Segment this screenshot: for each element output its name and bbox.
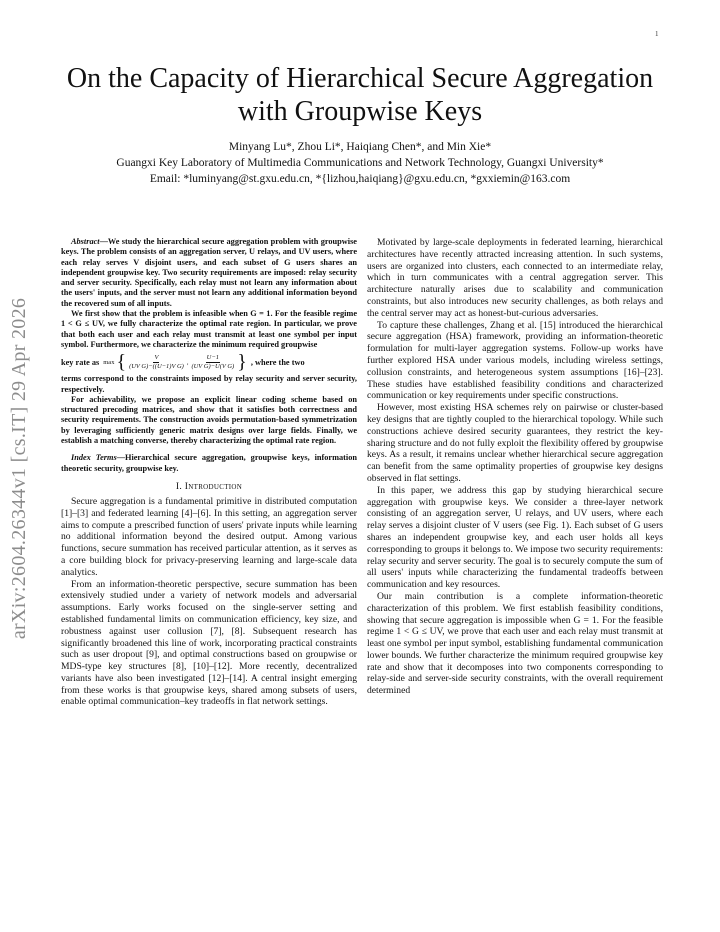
index-terms-label: Index Terms (71, 453, 117, 463)
body-paragraph: To capture these challenges, Zhang et al. [15] introduced the hierarchical secure aggregation (HSA) framework, providing an information-theoretic formulation for multi-layer aggregation systems. Follow-up works have further explored HSA under various models, including wireless settings, collusion constraints, and heterogeneous system assumptions [16]–[23]. These studies have established feasibility conditions and characterized communication or key requirements under specific constructions. (367, 319, 663, 402)
body-paragraph: In this paper, we address this gap by studying hierarchical secure aggregation with groupwise keys. We consider a three-layer network consisting of an aggregation server, U relays, and UV users, where each relay serves a disjoint cluster of V users (see Fig. 1). Each subset of G users shares an independent groupwise key, and each user holds all keys corresponding to groups it belongs to. We impose two security requirements: relay security and server security. The goal is to securely compute the sum of all users' inputs while characterizing the fundamental tradeoffs between communication and key resources. (367, 484, 663, 591)
abstract-paragraph-1: Abstract—We study the hierarchical secure aggregation problem with groupwise keys. The problem consists of an aggregation server, U relays, and UV users, where each relay serves V disjoint users, and each subset of G users shares an independent groupwise key. Two security requirements are imposed: relay security and server security. Specifically, each relay must not learn any information about the users' inputs, and the server must not learn any additional information beyond the recovered sum of all inputs. (61, 237, 357, 308)
server-security-term: $\frac{U-1}{\text{(UV G)−U(V G)}}$ (191, 353, 235, 370)
abstract-paragraph-3: terms correspond to the constraints imposed by relay security and server security, respectively. (61, 374, 357, 394)
page-number: 1 (655, 30, 659, 38)
arxiv-stamp (2, 258, 38, 678)
key-rate-formula: max { $\frac{V}{\text{(UV G)−((U−1)V G)}}$ , $\frac{U-1}{\text{(UV G)−U(V G)}}$ } (103, 351, 247, 374)
paper-title: On the Capacity of Hierarchical Secure Aggregation with Groupwise Keys (66, 63, 654, 127)
body-paragraph: From an information-theoretic perspective, secure summation has been extensively studied under a variety of network models and adversarial assumptions. Early works focused on the single-server setting and established fundamental limits on communication efficiency, key size, and robustness against user collusion [7], [8]. Subsequent research has significantly broadened this line of work, incorporating practical constraints such as user dropout [9], and optimal constructions based on groupwise or MDS-type key structures [8], [10]–[12]. More recently, decentralized variants have also been investigated [12]–[14]. A central insight emerging from these works is that groupwise keys, shared among subsets of users, enable optimal communication–key tradeoffs in flat network settings. (61, 578, 357, 708)
right-column (367, 237, 663, 697)
left-column (61, 237, 357, 708)
abstract-label: Abstract (71, 237, 100, 246)
body-paragraph: Secure aggregation is a fundamental primitive in distributed computation [1]–[3] and federated learning [4]–[6]. In this setting, an aggregation server aims to compute a prescribed function of users' private inputs while learning no additional information beyond the desired output. Among various functions, secure summation has received particular attention, as it serves as a core building block for privacy-preserving learning and large-scale data analytics. (61, 495, 357, 578)
relay-security-term: $\frac{V}{\text{(UV G)−((U−1)V G)}}$ (129, 353, 184, 370)
right-body-text (367, 237, 663, 697)
left-body-text (61, 496, 357, 708)
section-heading-introduction: I. Introduction (175, 480, 243, 492)
key-rate-formula-line: key rate as max { $\frac{V}{\text{(UV G)−((U−1)V G)}}$ , $\frac{U-1}{\text{(UV G)−U(V G)}}$ } , where the two (61, 351, 305, 374)
abstract-paragraph-2: We first show that the problem is infeasible when G = 1. For the feasible regime 1 < G ≤ UV, we fully characterize the optimal rate region. In particular, we prove that both each user and each relay must transmit at least one symbol per input symbol. Furthermore, we characterize the minimum required groupwise (61, 309, 357, 349)
abstract-paragraph-4: For achievability, we propose an explicit linear coding scheme based on structured precoding matrices, and show that it satisfies both correctness and security requirements. The construction avoids permutation-based symmetrization by leveraging sufficiently generic matrix designs over large fields. Finally, we establish a matching converse, thereby characterizing the optimal rate region. (61, 394, 357, 446)
index-terms: Index Terms—Hierarchical secure aggregation, groupwise keys, information theoretic security, groupwise key. (61, 453, 358, 473)
body-paragraph: However, most existing HSA schemes rely on pairwise or cluster-based key designs that are tightly coupled to the hierarchical topology. While such constructions achieve desired security guarantees, they restrict the key-sharing structure and do not fully exploit the flexibility offered by groupwise keys. As a result, it remains unclear whether hierarchical secure aggregation can benefit from the same optimality properties of groupwise key designs observed in flat settings. (367, 402, 663, 484)
arxiv-stamp-text: arXiv:2604.26344v1 [cs.IT] 29 Apr 2026 (8, 297, 31, 639)
affiliation: Guangxi Key Laboratory of Multimedia Communications and Network Technology, Guangxi University* (116, 157, 604, 169)
author-emails: Email: *luminyang@st.gxu.edu.cn, *{lizhou,haiqiang}@gxu.edu.cn, *gxxiemin@163.com (149, 173, 571, 185)
body-paragraph: Our main contribution is a complete information-theoretic characterization of this problem. We first establish feasibility conditions, showing that secure aggregation is impossible when G = 1. For the feasible regime 1 < G ≤ UV, we prove that each user and each relay must transmit at least one symbol per input symbol, establishing fundamental communication lower bounds. We further characterize the minimum required groupwise key rate and show that it decomposes into two components corresponding to relay-side and server-side security constraints, with the overall requirement determined (367, 590, 663, 697)
abstract (61, 237, 357, 446)
body-paragraph: Motivated by large-scale deployments in federated learning, hierarchical architectures have recently attracted increasing attention. In such systems, users are organized into clusters, each connected to an intermediate relay, which in turn communicates with a central aggregation server. This architecture naturally arises due to scalability and communication constraints, but also introduces new security challenges, as both relays and the central server may act as honest-but-curious adversaries. (367, 237, 663, 319)
author-list: Minyang Lu*, Zhou Li*, Haiqiang Chen*, and Min Xie* (228, 141, 492, 153)
